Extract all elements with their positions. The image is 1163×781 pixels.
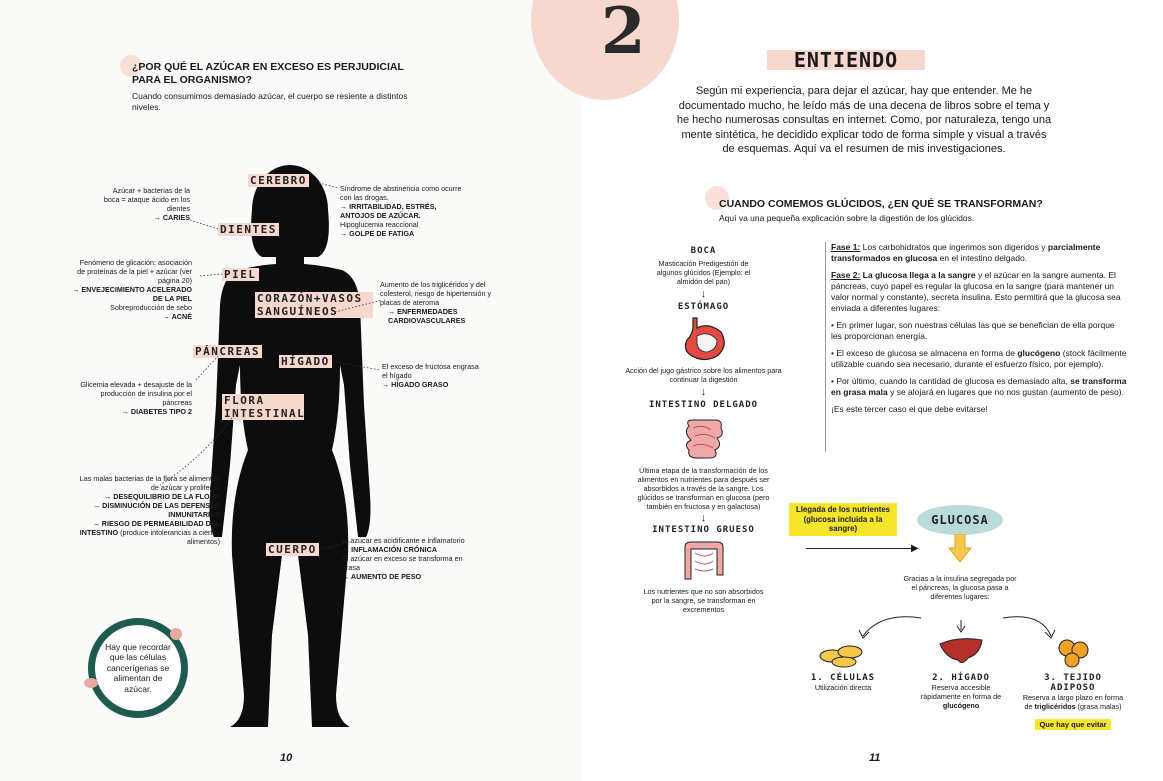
cancer-badge: [88, 618, 188, 718]
grueso-title: INTESTINO GRUESO: [652, 525, 755, 535]
intro-text: Según mi experiencia, para dejar el azúcar, hay que entender. Me he documentado mucho, he leído más de una decena de libros sobre el tema y he hecho numerosas consultas en internet. Como, por naturaleza, tengo una mente sintética, he decidido explicar todo de forma simple y visual a través de esquemas. Aquí va el resumen de mis investigaciones.: [676, 85, 1052, 155]
section-title: CUANDO COMEMOS GLÚCIDOS, ¿EN QUÉ SE TRANSFORMAN?: [719, 198, 1043, 210]
question-intro: Cuando consumimos demasiado azúcar, el cuerpo se resiente a distintos niveles.: [132, 91, 408, 112]
left-page: [0, 0, 581, 781]
liver-icon: [938, 636, 984, 668]
arrow-down-icon: ↓: [700, 512, 707, 524]
dest3-title: 3. TEJIDO ADIPOSO: [1044, 673, 1102, 693]
evitar-badge: Que hay que evitar: [1035, 719, 1110, 730]
arrow-right-icon: ▶: [911, 543, 919, 554]
dest3-text: Reserva a largo plazo en forma de triglicéridos (grasa malas): [1022, 693, 1124, 711]
delgado-text: Última etapa de la transformación de los alimentos en nutrientes para después ser absorbidos a través de la sangre. Los glúcidos se transforman en glucosa (pero también en fructosa y en galactosa): [637, 466, 770, 511]
dest-adiposo: [1021, 638, 1125, 732]
label-cerebro: CEREBRO: [250, 174, 307, 187]
note-cerebro: Síndrome de abstinencia como ocurre con las drogas. → IRRITABILIDAD, ESTRÉS, ANTOJOS DE AZÚCAR. Hipoglucemia reaccional → GOLPE DE FATIGA: [340, 184, 462, 238]
arrow-down-icon: ↓: [700, 288, 707, 300]
dest2-text: Reserva accesible rápidamente en forma de glucógeno: [920, 683, 1002, 710]
page-number-right: 11: [869, 752, 881, 764]
question-title: ¿POR QUÉ EL AZÚCAR EN EXCESO ES PERJUDICIAL PARA EL ORGANISMO?: [132, 61, 404, 86]
dest2-title: 2. HÍGADO: [932, 673, 990, 683]
phase-divider: [825, 242, 826, 452]
label-flora: FLORA INTESTINAL: [224, 394, 306, 420]
glucosa-ellipse: [917, 505, 1003, 535]
label-pancreas: PÁNCREAS: [195, 345, 260, 358]
badge-text: Hay que recordar que las células cancerígenas se alimentan de azúcar.: [105, 641, 171, 694]
dest-celulas: [803, 640, 883, 692]
stomach-icon: [679, 316, 729, 362]
note-cuerpo: El azúcar es acidificante e inflamatorio → INFLAMACIÓN CRÓNICA El azúcar en exceso se transforma en grasa → AUMENTO DE PESO: [342, 536, 465, 581]
delgado-title: INTESTINO DELGADO: [648, 400, 759, 410]
note-corazon: Aumento de los triglicéridos y del colesterol, riesgo de hipertensión y placas de ateroma → ENFERMEDADES CARDIOVASCULARES: [380, 280, 492, 325]
note-higado: El exceso de fructosa engrasa el hígado → HÍGADO GRASO: [382, 362, 479, 389]
grueso-text: Los nutrientes que no son absorbidos por la sangre, se transforman en excrementos: [643, 587, 764, 614]
yellow-arrow-icon: [948, 534, 972, 564]
boca-title: BOCA: [690, 246, 717, 256]
llegada-badge: Llegada de los nutrientes (glucosa incluida a la sangre): [789, 503, 897, 536]
label-corazon: CORAZÓN+VASOS SANGUÍNEOS: [255, 292, 373, 318]
flow-arrow: [806, 548, 916, 549]
fat-icon: [1056, 638, 1090, 668]
page-title: ENTIENDO: [793, 48, 899, 72]
boca-text: Masticación Predigestión de algunos glúcidos (Ejemplo: el almidón del pan): [656, 259, 751, 286]
estomago-title: ESTÓMAGO: [677, 302, 730, 312]
note-pancreas: Glicemia elevada + desajuste de la producción de insulina por el páncreas → DIABETES TIPO 2: [80, 380, 192, 416]
note-dientes: Azúcar + bacterias de la boca = ataque ácido en los dientes → CARIES: [103, 186, 190, 222]
label-dientes: DIENTES: [220, 223, 277, 236]
right-page: [581, 0, 1163, 781]
digestion-column: [611, 246, 796, 614]
dest1-title: 1. CÉLULAS: [810, 673, 876, 683]
chapter-number: 2: [601, 0, 646, 69]
dest1-text: Utilización directa: [814, 683, 872, 692]
estomago-text: Acción del jugo gástrico sobre los alimentos para continuar la digestión: [625, 366, 782, 384]
phase-text: Fase 1: Los carbohidratos que ingerimos son digeridos y parcialmente transformados en glucosa en el intestino delgado. Fase 2: La glucosa llega a la sangre y el azúcar en la sangre aumenta. El páncreas, cuyo papel es regular la glucosa en la sangre (para mantener un valor normal y constante), secreta insulina. Esto permitirá que la glucosa sea enviada a diferentes lugares: • En primer lugar, son nuestras células las que se benefician de ella porque les proporcionan energía. • El exceso de glucosa se almacena en forma de glucógeno (stock fácilmente utilizable cuando sea necesario, durante el esfuerzo físico, por ejemplo). • Por último, cuando la cantidad de glucosa es demasiado alta, se transforma en grasa mala y se alojará en lugares que no nos gustan (aumento de peso). ¡Es este tercer caso el que debe evitarse!: [831, 242, 1127, 414]
cells-icon: [818, 640, 868, 668]
small-intestine-icon: [681, 416, 727, 462]
glucosa-label: GLUCOSA: [931, 513, 989, 527]
note-flora: Las malas bacterias de la flora se alimentan de azúcar y proliferan → DESEQUILIBRIO DE LA FLORA → DISMINUCIÓN DE LAS DEFENSAS INMUNITARIAS → RIESGO DE PERMEABILIDAD DEL INTESTINO (produce intolerancias a ciertos alimentos): [79, 474, 220, 546]
dest-higado: [911, 636, 1011, 710]
insulina-text: Gracias a la insulina segregada por el páncreas, la glucosa pasa a diferentes lugares:: [903, 574, 1017, 601]
arrow-down-icon: ↓: [700, 386, 707, 398]
page-number-left: 10: [280, 752, 293, 764]
label-piel: PIEL: [224, 268, 257, 281]
note-piel: Fenómeno de glicación: asociación de proteínas de la piel + azúcar (ver página 20) → ENVEJECIMIENTO ACELERADO DE LA PIEL Sobreproducción de sebo → ACNÉ: [72, 258, 192, 321]
label-cuerpo: CUERPO: [268, 543, 317, 556]
label-higado: HÍGADO: [281, 355, 330, 368]
large-intestine-icon: [679, 539, 729, 583]
section-sub: Aquí va una pequeña explicación sobre la digestión de los glúcidos.: [719, 213, 975, 223]
